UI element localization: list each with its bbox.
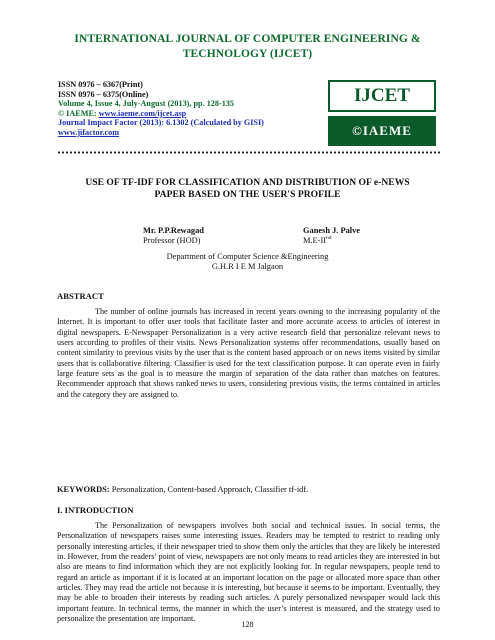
journal-title <box>40 32 455 62</box>
author-2-role-sup: nd <box>326 234 332 241</box>
author-2 <box>303 226 360 245</box>
iaeme-line <box>58 109 318 119</box>
author-2-role <box>303 236 360 246</box>
iaeme-prefix: © IAEME: <box>58 108 99 118</box>
journal-title-line1: INTERNATIONAL JOURNAL OF COMPUTER ENGINEERING & <box>74 33 421 45</box>
logo-iaeme-text: ©IAEME <box>328 116 436 146</box>
introduction-paragraph: The Personalization of newspapers involves both social and technical issues. In social terms, the Personalization of newspapers raises some interesting issues. Readers may be tempted to restrict to reading only personally interesting articles, if their newspaper tried to show them only the articles that they are likely be interested in. However, from the readers’ point of view, newspapers are not only means to read articles they are interested in but also are means to find information which they are not explicitly looking for. In regular newspapers, people tend to regard an article as important if it is located at an important location on the page or allocated more space than other articles. They may read the article not because it is interesting, but because it seems to be important. Eventually, they may be able to broaden their interests by reading such articles. A purely personalized newspaper would lack this important feature. In technical terms, the manner in which the user’s interest is measured, and the strategy used to personalize the presentation are important. <box>57 521 440 624</box>
paper-title-line1: USE OF TF-IDF FOR CLASSIFICATION AND DISTRIBUTION OF e-NEWS <box>85 177 410 188</box>
department <box>135 252 360 272</box>
author-1-role: Professor (HOD) <box>143 235 201 245</box>
issn-online: ISSN 0976 – 6375(Online) <box>58 89 149 99</box>
impact-factor: Journal Impact Factor (2013): 6.1302 (Calculated by GISI) <box>58 118 264 128</box>
department-line2: G.H.R I E M Jalgaon <box>211 261 284 271</box>
paper-title-line2: PAPER BASED ON THE USER'S PROFILE <box>154 188 341 200</box>
author-1-name: Mr. P.P.Rewagad <box>143 226 204 235</box>
keywords-text: Personalization, Content-based Approach, Classifier tf-idf. <box>109 485 309 494</box>
author-1 <box>143 226 204 245</box>
journal-title-line2: TECHNOLOGY (IJCET) <box>182 48 313 60</box>
logo-ijcet-text: IJCET <box>328 80 436 112</box>
introduction-heading: I. INTRODUCTION <box>57 505 134 515</box>
journal-meta <box>58 80 318 138</box>
jifactor-link[interactable]: www.jifactor.com <box>58 127 120 137</box>
keywords-label: KEYWORDS: <box>57 485 110 494</box>
keywords <box>57 485 440 494</box>
iaeme-link[interactable]: www.iaeme.com/ijcet.asp <box>98 108 187 118</box>
dotted-divider <box>57 151 440 154</box>
author-2-name: Ganesh J. Palve <box>303 226 360 235</box>
abstract-paragraph: The number of online journals has increased in recent years owning to the increasing popularity of the Internet. It is important to offer user tools that facilitate faster and more accurate access to articles of interest in digital newspapers. E-Newspaper Personalization is a very active research field that personalize relevant news to users according to profiles of their visits. News Personalization systems offer recommendations, usually based on content similarity to previous visits by the user that is the content based approach or on news items visited by similar users that is collaborative filtering. Classifier is used for the text classification purpose. It can operate even in fairly large feature sets as the goal is to measure the margin of separation of the data rather than matches on features. Recommender approach that shows ranked news to users, considering previous visits, the terms contained in articles and the category they are assigned to. <box>57 307 440 399</box>
department-line1: Department of Computer Science &Engineering <box>166 252 329 261</box>
abstract-heading: ABSTRACT <box>57 291 104 301</box>
page-number: 128 <box>241 620 254 629</box>
author-2-role-main: M.E-II <box>303 235 327 245</box>
volume-info: Volume 4, Issue 4, July-August (2013), pp. 128-135 <box>58 99 234 109</box>
paper-title <box>70 177 425 200</box>
issn-print: ISSN 0976 – 6367(Print) <box>58 80 143 89</box>
ijcet-logo <box>328 80 436 148</box>
